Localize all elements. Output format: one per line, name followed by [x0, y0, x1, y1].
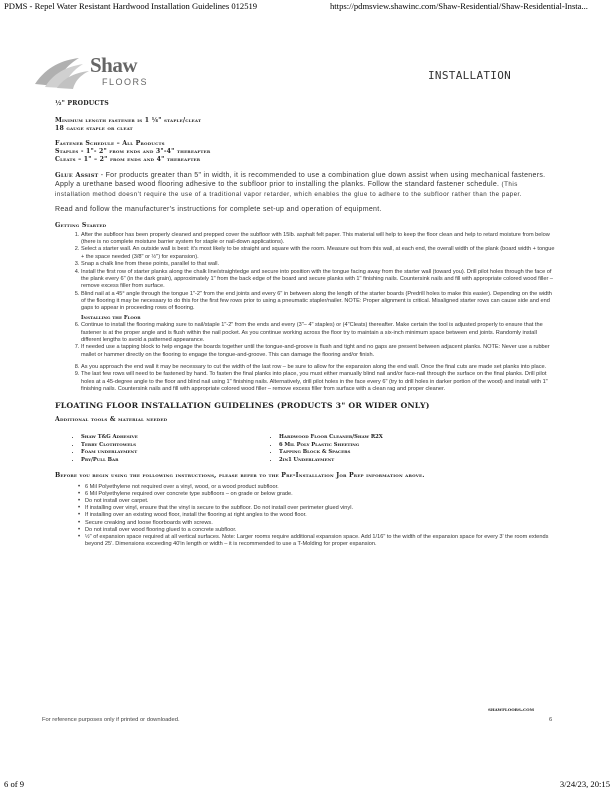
- site-link[interactable]: shawfloors.com: [488, 706, 535, 713]
- schedule-line-1: Fastener Schedule – All Products: [55, 140, 165, 147]
- swoosh-icon: [33, 54, 93, 90]
- glue-assist-paragraph: [55, 171, 555, 199]
- list-item: • Secure creaking and loose floorboards with screws.: [85, 520, 555, 527]
- fastener-line-1: Minimum length fastener is 1 ¼" staple/cleat: [55, 117, 202, 124]
- tools-heading: Additional tools & material needed: [55, 416, 168, 424]
- list-item: 9. The last few rows will need to be fastened by hand. To fasten the final planks into place, you must either manually blind nail and/or face-nail through the surface on the final planks. Drill pilot holes at a 45-degree angle to the floor and blind nail using 1" finishing nails. Alternatively, drill pilot holes in the face every 6" (try to drill holes in darker portion of the wood) and install with 1" finishing nails. Countersink nails and fill with appropriate colored wood filler – remove excess filler from surface with a clean rag and proper cleaner.: [81, 371, 555, 393]
- browser-url[interactable]: https://pdmsview.shawinc.com/Shaw-Residential/Shaw-Residential-Insta...: [330, 1, 588, 11]
- document-body: [55, 100, 555, 548]
- logo-wordmark: Shaw: [90, 53, 138, 77]
- list-item: • Hardwood Floor Cleaner/Shaw R2X: [279, 434, 383, 442]
- print-page-count: 6 of 9: [4, 779, 25, 789]
- glue-assist-label: Glue Assist: [55, 171, 99, 179]
- list-item: • Terry Clothtowels: [81, 442, 138, 450]
- list-item: • 6 Mil Polyethylene not required over a vinyl, wood, or a wood product subfloor.: [85, 484, 555, 491]
- list-item: 8. As you approach the end wall it may be necessary to cut the width of the last row – be sure to allow for the expansion along the end wall. Once the final cuts are made set planks into place.: [81, 364, 555, 371]
- list-item: • Foam underlayment: [81, 449, 138, 457]
- print-datetime: 3/24/23, 20:15: [559, 779, 610, 789]
- before-bullets: [55, 484, 555, 548]
- list-item: • If installing over vinyl, ensure that the vinyl is secure to the subfloor. Do not install over perimeter glued vinyl.: [85, 505, 555, 512]
- glue-assist-note: (This installation method doesn't require the use of a traditional vapor retarder, which enables the glue to adhere to the subfloor rather than the paper.: [55, 181, 522, 198]
- installing-floor-heading: Installing the Floor: [81, 315, 141, 322]
- steps-list-a: [55, 232, 555, 313]
- schedule-line-2: Staples - 1"- 2" from ends and 3"-4" thereafter: [55, 148, 211, 155]
- list-item: 6. Continue to install the flooring making sure to nail/staple 1"-2" from the ends and every (3"– 4" staples) or (4"Cleats) thereafter. Make certain the tool is adjusted properly to ensure that the fastener is at the proper angle and is flush within the nail pocket. As you continue working across the floor try to maintain a six-inch minimum space between end joints. Randomly install different lengths to avoid a patterned appearance.: [81, 322, 555, 344]
- browser-header: [4, 0, 610, 12]
- list-item: • Do not install over carpet.: [85, 498, 555, 505]
- logo-sub: FLOORS: [102, 77, 149, 87]
- list-item: 1. After the subfloor has been properly cleaned and prepped cover the subfloor with 15lb. asphalt felt paper. This material will help to keep the floor clean and help to retard moisture from below (there is no complete moisture barrier system for staple or nail-down applications).: [81, 232, 555, 246]
- list-item: • 6 Mil Polyethylene required over concrete type subfloors – on grade or below grade.: [85, 491, 555, 498]
- steps-list-c: [55, 364, 555, 393]
- fastener-line-2: 18 gauge staple or cleat: [55, 125, 133, 132]
- floating-floor-title: FLOATING FLOOR INSTALLATION GUIDELINES (PRODUCTS 3" OR WIDER ONLY): [55, 401, 430, 411]
- section-title: INSTALLATION: [428, 69, 512, 82]
- list-item: • If installing over an existing wood floor, install the flooring at right angles to the wood floor.: [85, 512, 555, 519]
- before-begin-heading: Before you begin using the following instructions, please refer to the Pre-Installation Job Prep information above.: [55, 472, 425, 480]
- tools-columns: [55, 434, 555, 464]
- list-item: 3. Snap a chalk line from these points, parallel to that wall.: [81, 261, 555, 268]
- list-item: 5. Blind nail at a 45° angle through the tongue 1"-2" from the end joints and every 6" in between along the length of the starter boards (Predrill holes to make this easier). Depending on the width of the flooring it may be necessary to do this for the first few rows prior to using a pneumatic stapler/nailer. NOTE: Proper alignment is critical. Misaligned starter rows can cause side and end gaps to appear in proceeding rows of flooring.: [81, 291, 555, 313]
- schedule-line-3: Cleats – 1" – 2" from ends and 4" thereafter: [55, 156, 201, 163]
- browser-footer: [0, 779, 612, 791]
- list-item: • Shaw T&G Adhesive: [81, 434, 138, 442]
- list-item: • 2in1 Underlayment: [279, 457, 383, 465]
- list-item: • Do not install over wood flooring glued to a concrete subfloor.: [85, 527, 555, 534]
- browser-title: PDMS - Repel Water Resistant Hardwood Installation Guidelines 012519: [4, 1, 258, 11]
- page-number: 6: [549, 717, 553, 723]
- tools-list-left: [71, 434, 138, 464]
- reference-footnote: For reference purposes only if printed or downloaded.: [42, 717, 180, 723]
- list-item: • Pry/Pull Bar: [81, 457, 138, 465]
- list-item: • Tapping Block & Spacers: [279, 449, 383, 457]
- list-item: • ½" of expansion space required at all vertical surfaces. Note: Larger rooms require additional expansion space. Add 1/16" to the width of the expansion space for every 3' the room extends beyond 25'. Dimensions exceeding 40'in length or width – it is recommended to use a T-Molding for proper expansion.: [85, 534, 555, 548]
- getting-started-heading: Getting Started: [55, 221, 107, 229]
- shaw-logo: [33, 54, 158, 94]
- products-heading: ½" PRODUCTS: [55, 100, 109, 107]
- list-item: 7. If needed use a tapping block to help engage the boards together until the tongue-and-groove is flush and tight and no gaps are present between adjacent planks. NOTE: Never use a rubber mallet or hammer directly on the flooring to engage the tongue-and-groove. This can damage the flooring and/or finish.: [81, 344, 555, 358]
- list-item: 2. Select a starter wall. An outside wall is best: it's most likely to be straight and square with the room. Measure out from this wall, at each end, the overall width of the plank (board width + tongue + the space needed (3/8" or ½") for expansion).: [81, 246, 555, 260]
- steps-list-b: [55, 322, 555, 358]
- tools-list-right: [269, 434, 383, 464]
- list-item: • 6 Mil Poly Plastic Sheeting: [279, 442, 383, 450]
- glue-assist-text: - For products greater than 5" in width, it is recommended to use a combination glue down assist when using mechanical fasteners. Apply a urethane based wood flooring adhesive to the subfloor prior to installing the planks. Follow the standard fastener schedule.: [55, 172, 546, 189]
- read-follow-text: Read and follow the manufacturer's instructions for complete set-up and operation of equipment.: [55, 206, 382, 214]
- list-item: 4. Install the first row of starter planks along the chalk line/straightedge and secure into position with the tongue facing away from the starter wall (toward you). Drill pilot holes through the face of the plank every 6" (in the dark grain), approximately 1" from the back edge of the board and secure planks with 1" finishing nails. Countersink nails and fill with appropriate colored wood filler – remove excess filler from surface.: [81, 269, 555, 291]
